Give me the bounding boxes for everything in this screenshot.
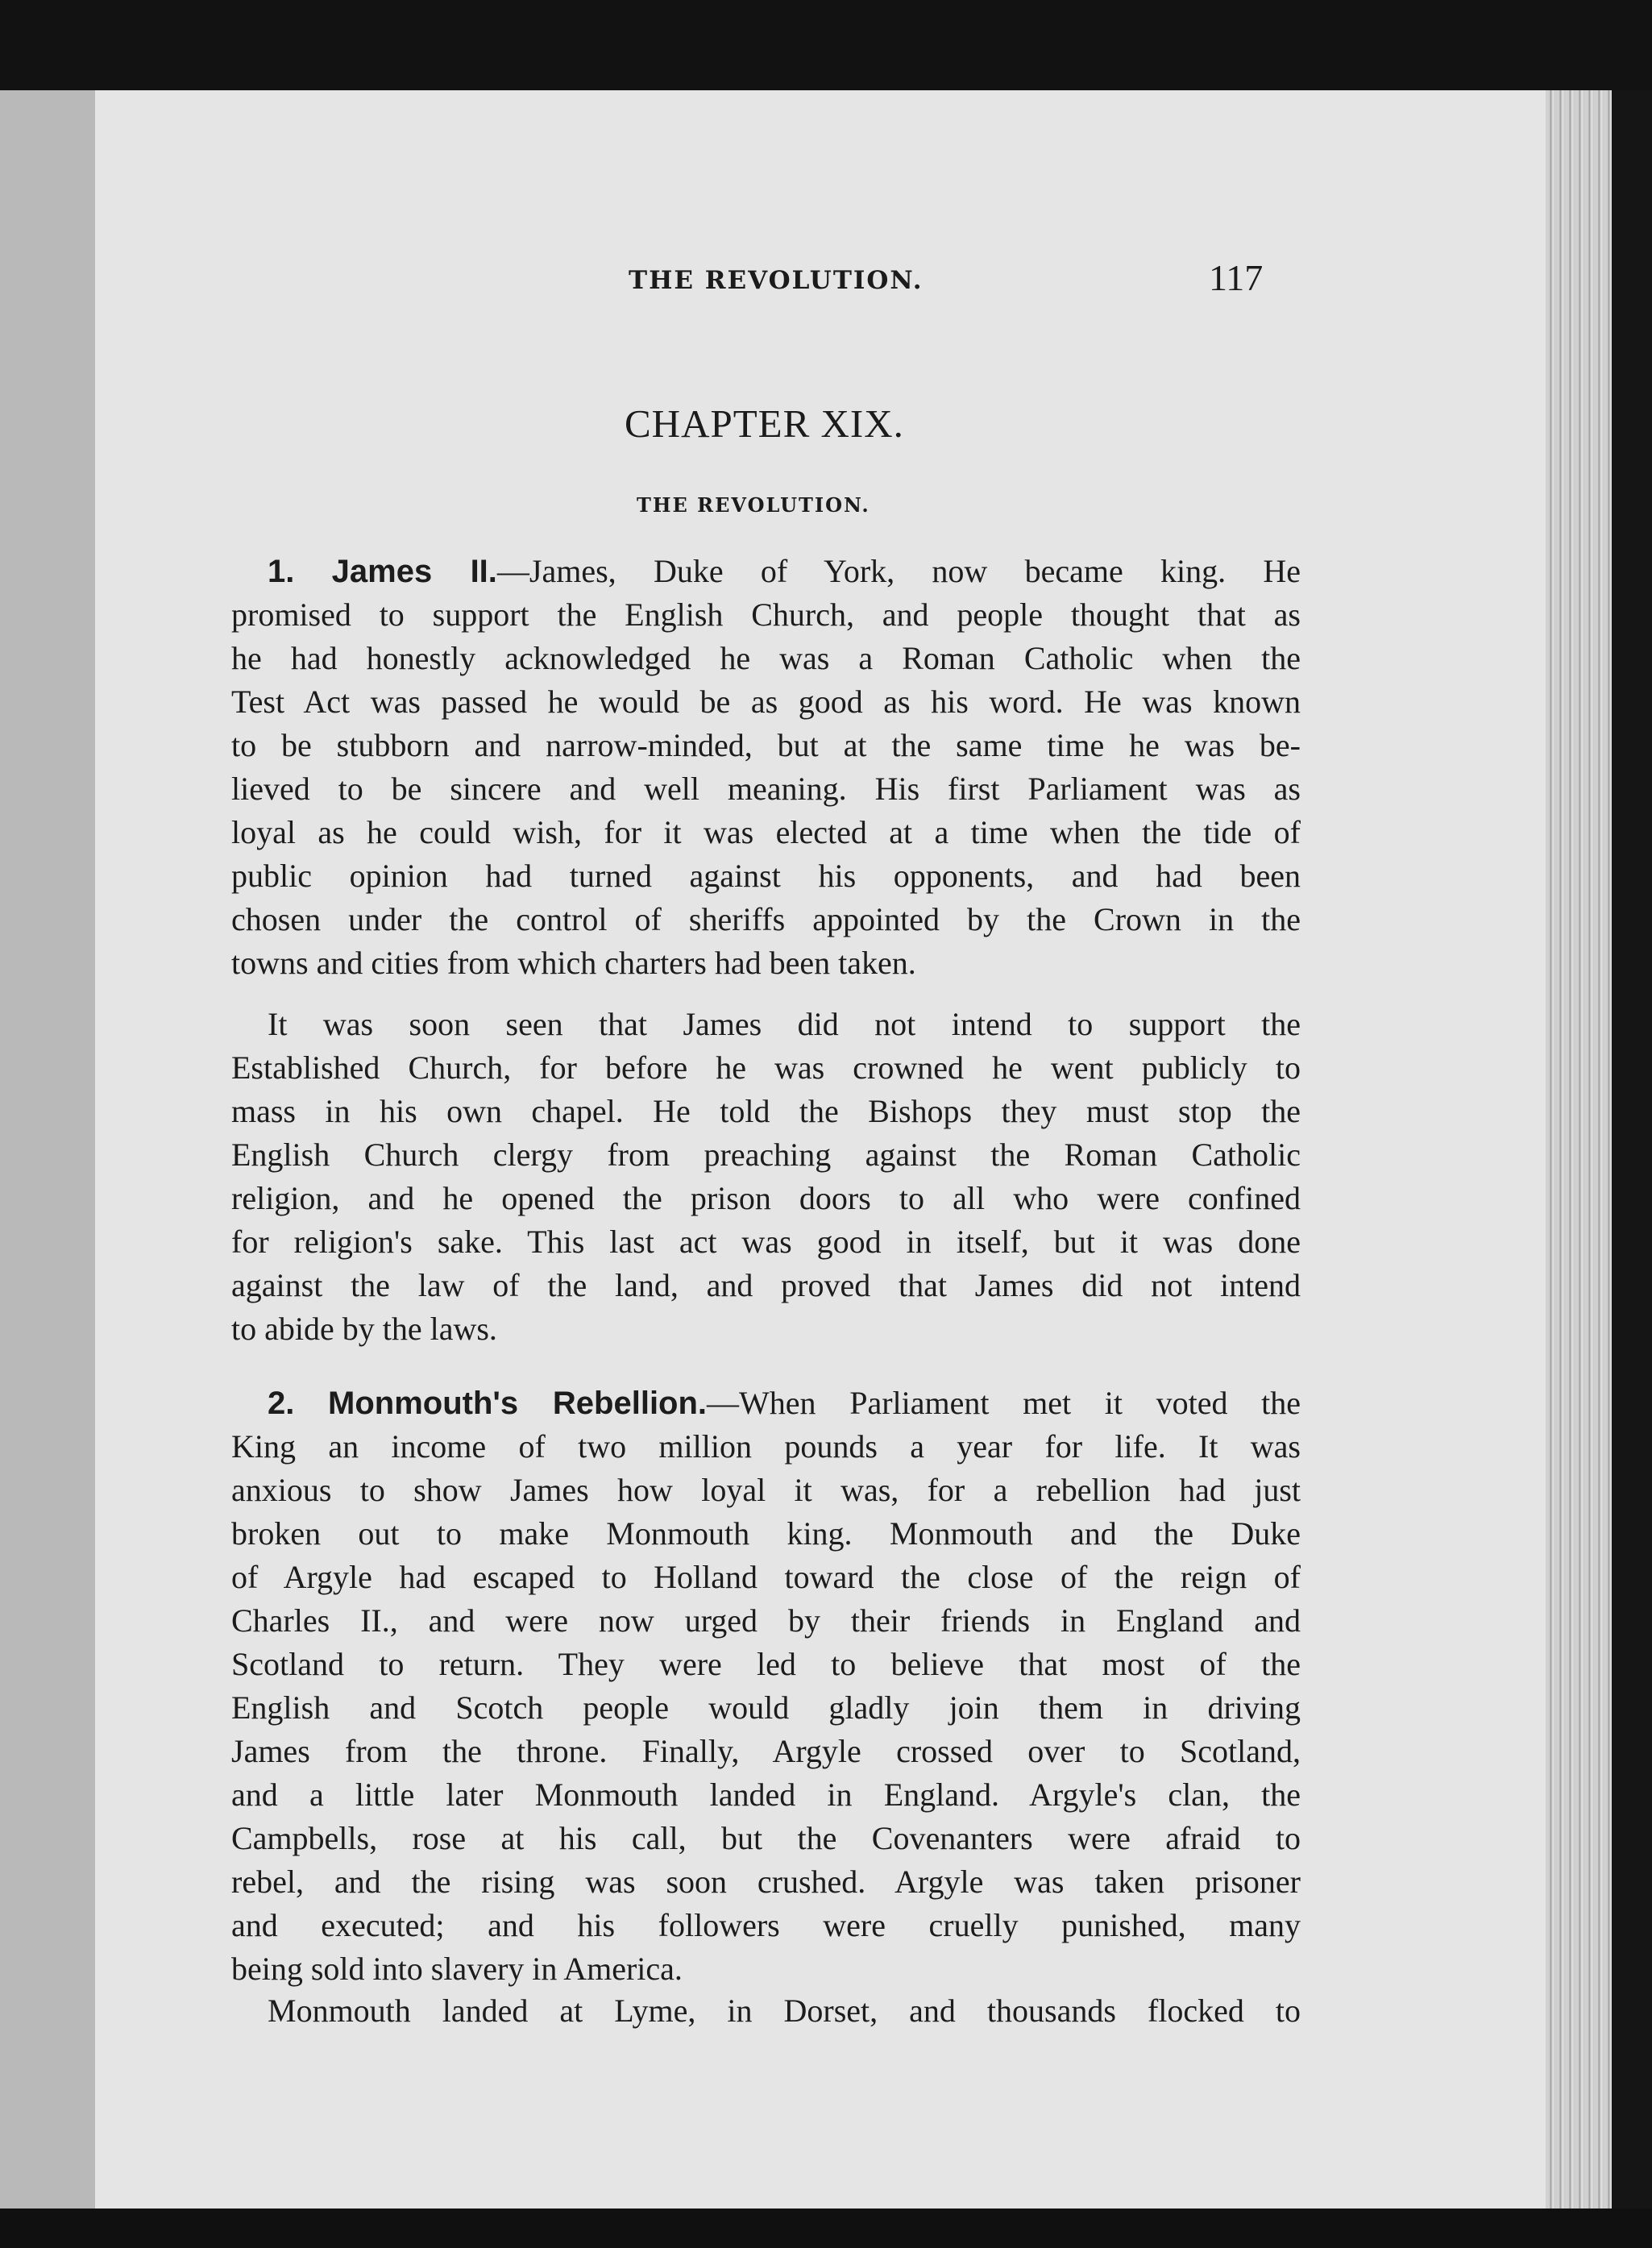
section-1-paragraph-1	[231, 550, 1301, 985]
text-line: and executed; and his followers were cruelly punished, many	[231, 1907, 1301, 1943]
text-line: against the law of the land, and proved that James did not intend	[231, 1267, 1301, 1303]
text-line: Scotland to return. They were led to believe that most of the	[231, 1646, 1301, 1682]
running-head: THE REVOLUTION.	[629, 266, 924, 295]
scan-bottom-border	[0, 2209, 1652, 2248]
scan-top-border	[0, 0, 1652, 97]
text-line: religion, and he opened the prison doors to all who were confined	[231, 1180, 1301, 1216]
text-line: 1. James II.—James, Duke of York, now became king. He	[268, 553, 1301, 589]
text-line: King an income of two million pounds a year for life. It was	[231, 1428, 1301, 1465]
text-line: for religion's sake. This last act was good in itself, but it was done	[231, 1224, 1301, 1260]
chapter-title: CHAPTER XIX.	[625, 401, 904, 446]
text-line: rebel, and the rising was soon crushed. Argyle was taken prisoner	[231, 1864, 1301, 1900]
page-number: 117	[1209, 257, 1264, 298]
section-2-paragraph-2	[231, 1989, 1301, 2033]
text-line: of Argyle had escaped to Holland toward the close of the reign of	[231, 1559, 1301, 1595]
page-fore-edge	[1546, 90, 1612, 2212]
text-line: Established Church, for before he was crowned he went publicly to	[231, 1049, 1301, 1086]
text-line: loyal as he could wish, for it was elected at a time when the tide of	[231, 814, 1301, 850]
section-title: James II.	[331, 554, 497, 589]
chapter-subtitle: THE REVOLUTION.	[637, 493, 870, 517]
text-line: chosen under the control of sheriffs appointed by the Crown in the	[231, 901, 1301, 937]
section-number: 2.	[268, 1386, 295, 1421]
text-line: Monmouth landed at Lyme, in Dorset, and thousands flocked to	[268, 1992, 1301, 2029]
text-line: broken out to make Monmouth king. Monmouth and the Duke	[231, 1515, 1301, 1552]
text-line: to abide by the laws.	[231, 1311, 497, 1347]
left-page-edge	[0, 90, 100, 2210]
section-number: 1.	[268, 554, 295, 589]
text-line: Test Act was passed he would be as good as his word. He was known	[231, 684, 1301, 720]
text-line: and a little later Monmouth landed in England. Argyle's clan, the	[231, 1776, 1301, 1813]
section-1-paragraph-2	[231, 1003, 1301, 1351]
section-title: Monmouth's Rebellion.	[328, 1386, 708, 1421]
text-line: English and Scotch people would gladly join them in driving	[231, 1689, 1301, 1726]
text-line: being sold into slavery in America.	[231, 1951, 683, 1987]
text-line: It was soon seen that James did not intend to support the	[268, 1006, 1301, 1042]
text-line: Charles II., and were now urged by their friends in England and	[231, 1602, 1301, 1639]
text-line: he had honestly acknowledged he was a Roman Catholic when the	[231, 640, 1301, 676]
text-line: James from the throne. Finally, Argyle crossed over to Scotland,	[231, 1733, 1301, 1769]
text-line: Campbells, rose at his call, but the Covenanters were afraid to	[231, 1820, 1301, 1856]
text-line: 2. Monmouth's Rebellion.—When Parliament met it voted the	[268, 1385, 1301, 1421]
text-line: towns and cities from which charters had been taken.	[231, 945, 916, 981]
text-line: lieved to be sincere and well meaning. His first Parliament was as	[231, 771, 1301, 807]
text-line: anxious to show James how loyal it was, for a rebellion had just	[231, 1472, 1301, 1508]
text-line: promised to support the English Church, and people thought that as	[231, 596, 1301, 633]
text-line: public opinion had turned against his opponents, and had been	[231, 858, 1301, 894]
scan-right-border	[1612, 90, 1652, 2212]
text-line: mass in his own chapel. He told the Bishops they must stop the	[231, 1093, 1301, 1129]
text-line: English Church clergy from preaching against the Roman Catholic	[231, 1136, 1301, 1173]
text-line: to be stubborn and narrow-minded, but at the same time he was be-	[231, 727, 1301, 763]
section-2-paragraph-1	[231, 1382, 1301, 1991]
